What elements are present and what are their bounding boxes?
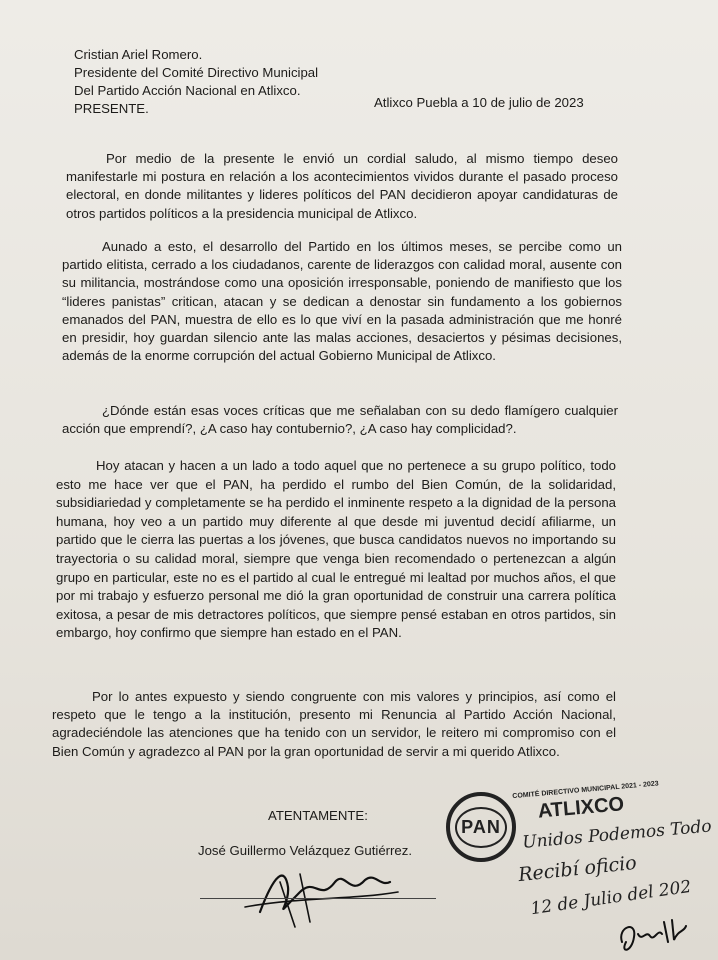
place-date: Atlixco Puebla a 10 de julio de 2023: [374, 95, 584, 110]
recipient-salutation: PRESENTE.: [74, 101, 149, 116]
paragraph-1: Por medio de la presente le envió un cordial saludo, al mismo tiempo deseo manifestarle mi postura en relación a los acontecimientos vividos durante el pasado proceso electoral, en donde militantes y lideres políticos del PAN decidieron apoyar candidaturas de otros partidos políticos a la presidencia municipal de Atlixco.: [66, 151, 618, 221]
paragraph-5: Por lo antes expuesto y siendo congruente con mis valores y principios, así como el respeto que le tengo a la institución, presento mi Renuncia al Partido Acción Nacional, agradeciéndole las atenciones que ha tenido con un servidor, le reitero mi compromiso con el Bien Común y agradezco al PAN por la gran oportunidad de servir a mi querido Atlixco.: [52, 689, 616, 759]
paragraph-3: ¿Dónde están esas voces críticas que me señalaban con su dedo flamígero cualquier acción que emprendí?, ¿A caso hay contubernio?, ¿A caso hay complicidad?.: [62, 403, 618, 437]
pan-logo-stamp: [446, 792, 516, 862]
stamp-top-text: COMITÉ DIRECTIVO MUNICIPAL 2021 - 2023: [512, 780, 659, 801]
received-note-line1: Recibí oficio: [517, 851, 638, 887]
paragraph-4: Hoy atacan y hacen a un lado a todo aquel que no pertenece a su grupo político, todo esto me hace ver que el PAN, ha perdido el rumbo del Bien Común, de la solidaridad, subsidiariedad y completamente se ha perdido el inminente respeto a la dignidad de la persona humana, hoy veo a un partido muy diferente al que desde mi juventud decidí afiliarme, un partido que le cierra las puertas a los jóvenes, que busca candidatos nuevos no importando su trayectoria o su calidad moral, siempre que venga bien recomendado o pertenezcan a algún grupo en particular, este no es el partido al cual le entregué mi lealtad por muchos años, el que por mi trabajo y esfuerzo personal me dió la gran oportunidad de construir una carrera política exitosa, a pesar de mis detractores políticos, que siempre pensé estaban en otros partidos, sin embargo, hoy confirmo que siempre han estado en el PAN.: [56, 458, 616, 641]
recipient-block: [74, 46, 318, 118]
signer-name: José Guillermo Velázquez Gutiérrez.: [198, 843, 413, 858]
pan-logo-text: PAN: [455, 807, 507, 848]
recipient-title-line2: Del Partido Acción Nacional en Atlixco.: [74, 83, 301, 98]
paragraph-2: Aunado a esto, el desarrollo del Partido en los últimos meses, se percibe como un partido elitista, cerrado a los ciudadanos, carente de liderazgos con calidad moral, ausente con su militancia, mostrándose como una oposición irresponsable, poniendo de manifiesto que los “lideres panistas” critican, atacan y se dedican a denostar sin fundamento a los gobiernos emanados del PAN, muestra de ello es lo que viví en la pasada administración que me honré en presidir, hoy guardan silencio ante las malas acciones, desaciertos y pésimas decisiones, además de la enorme corrupción del actual Gobierno Municipal de Atlixco.: [62, 239, 622, 364]
handwritten-signature: [240, 852, 400, 932]
received-note-line2: 12 de Julio del 202: [529, 876, 693, 920]
receiver-initials: [612, 912, 692, 956]
recipient-title-line1: Presidente del Comité Directivo Municipal: [74, 65, 319, 80]
recipient-name: Cristian Ariel Romero.: [74, 47, 203, 62]
signature-line: [200, 898, 436, 899]
stamp-city: ATLIXCO: [537, 793, 625, 823]
stamp-slogan: Unidos Podemos Todo: [521, 816, 713, 853]
closing: ATENTAMENTE:: [268, 808, 368, 823]
